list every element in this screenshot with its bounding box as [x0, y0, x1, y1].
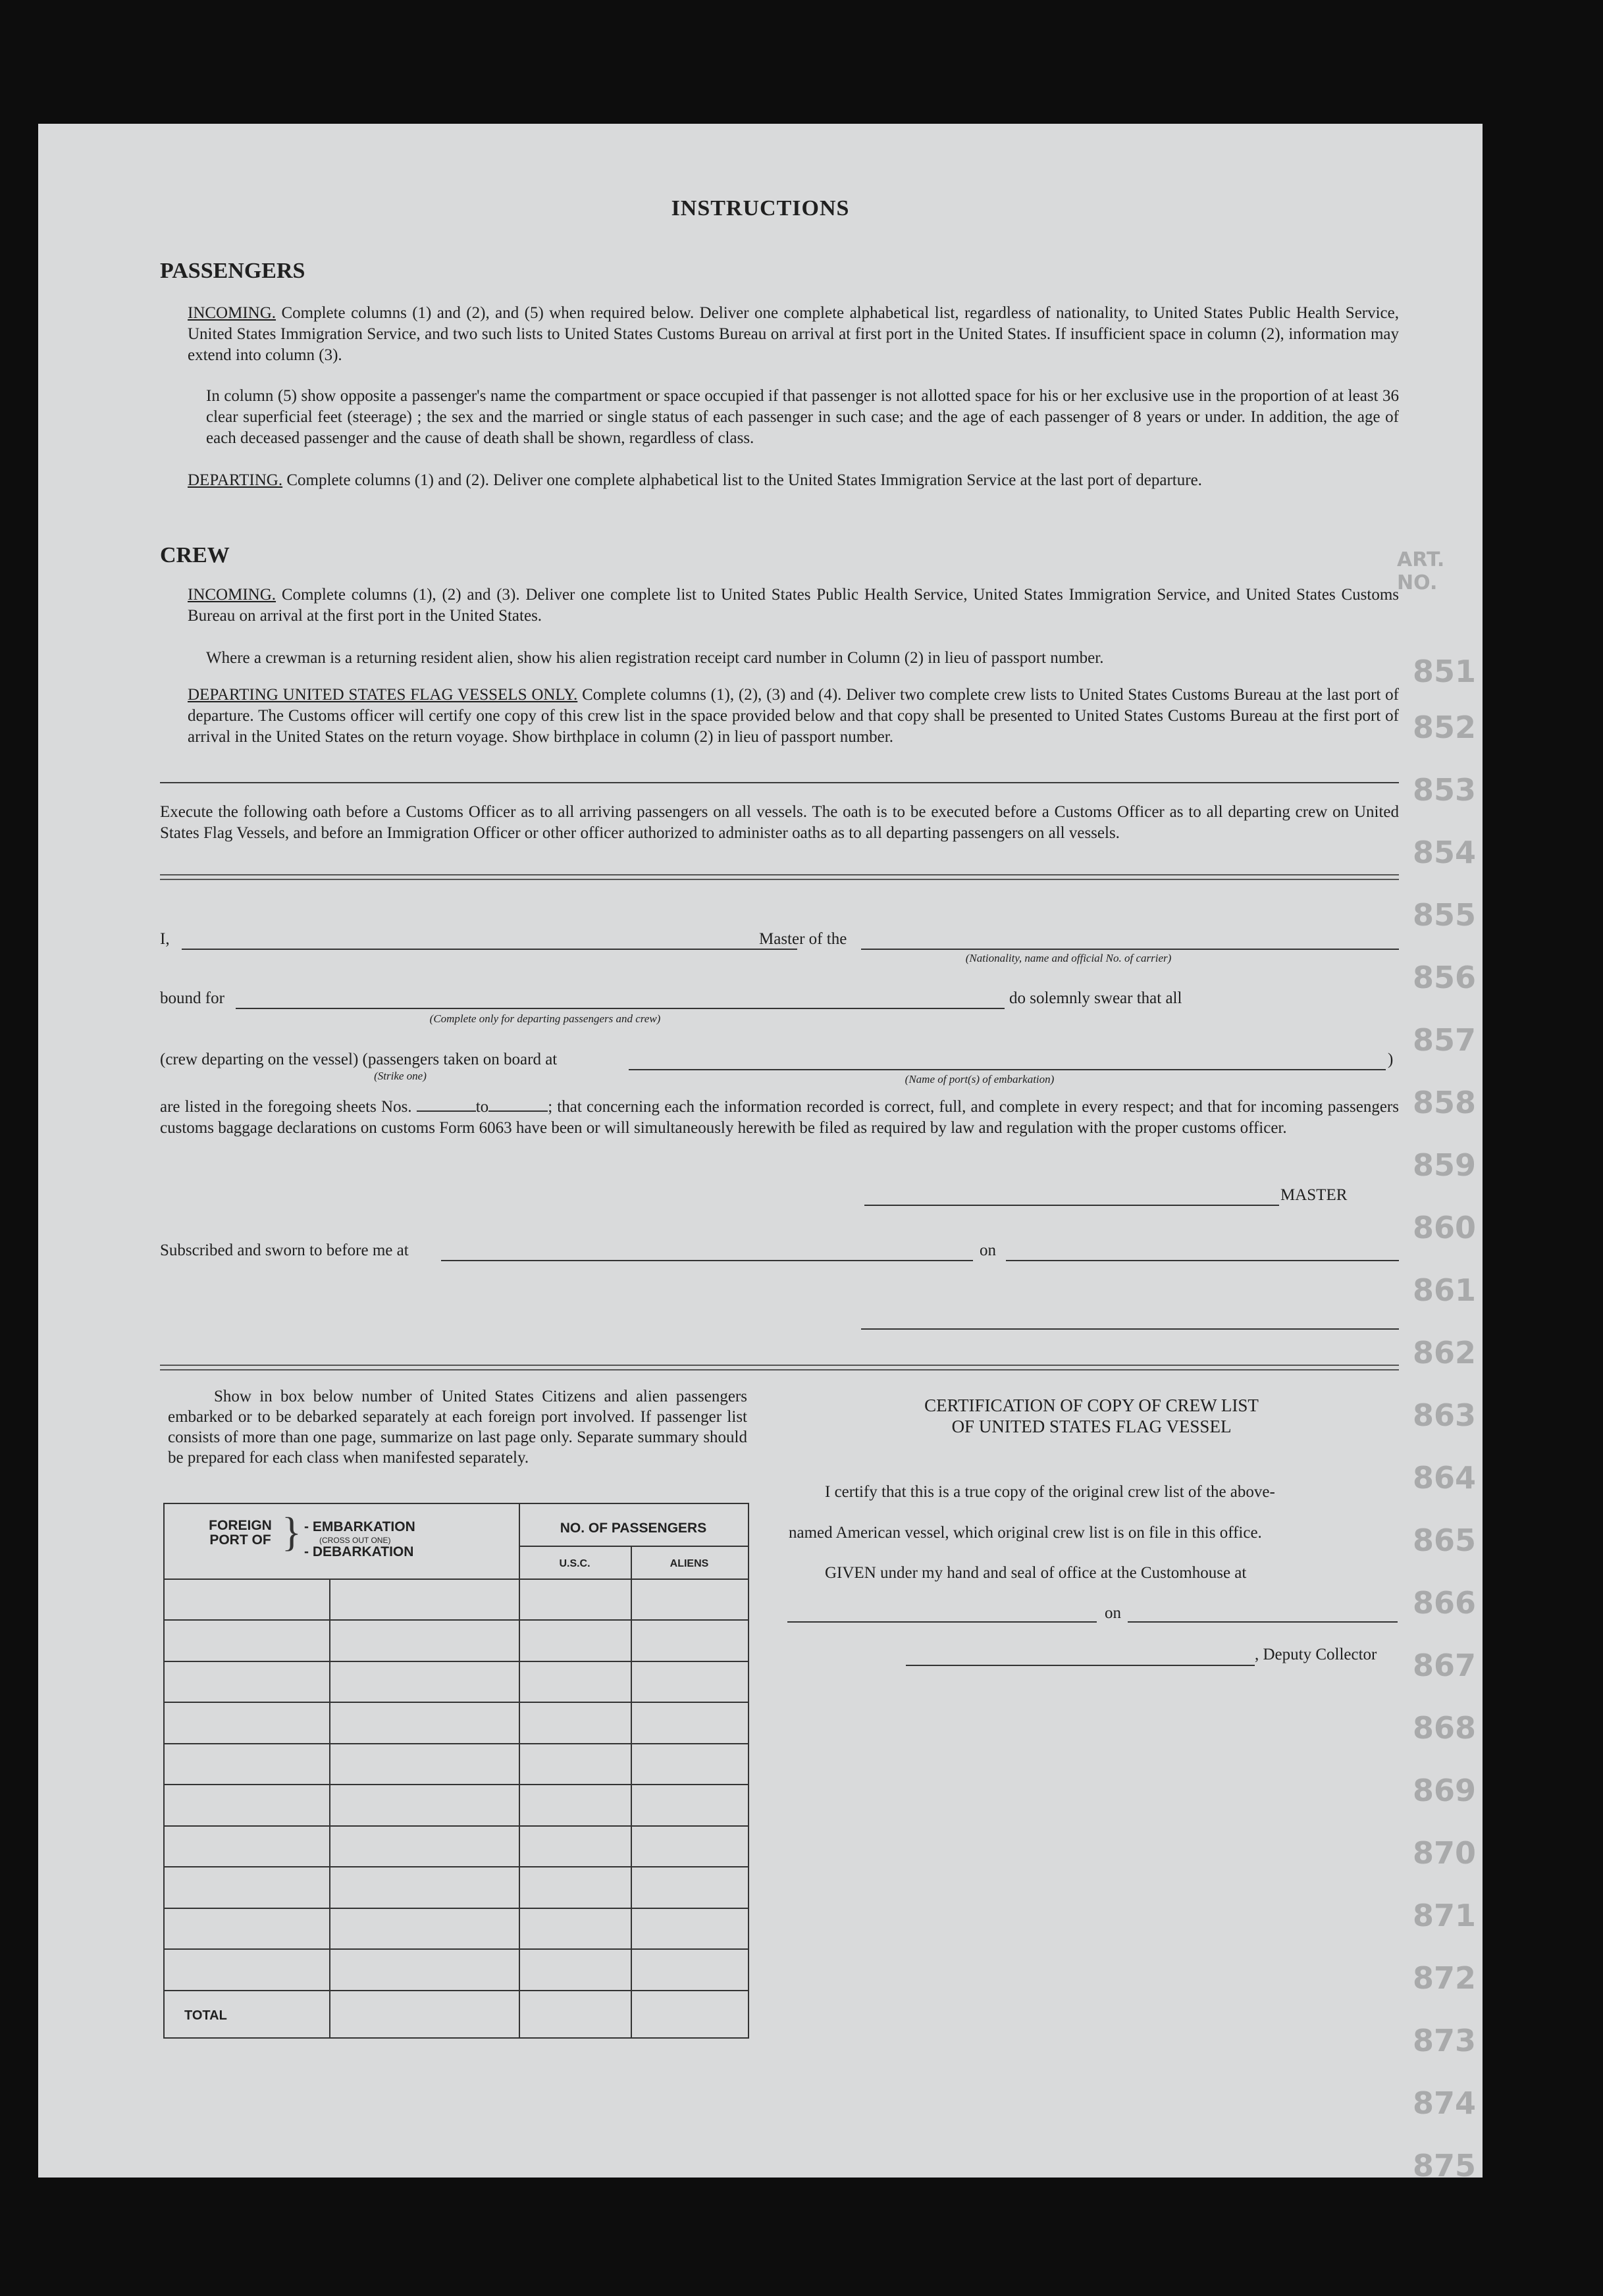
bleed-number: 867: [1412, 1648, 1476, 1683]
oath-i: I,: [160, 930, 170, 948]
crew-departing-label: DEPARTING UNITED STATES FLAG VESSELS ONLY.: [188, 686, 578, 704]
master-signature-field[interactable]: [864, 1205, 1279, 1206]
bleed-number: 857: [1412, 1022, 1476, 1058]
passengers-departing-paragraph: [188, 470, 1399, 491]
certification-title-1: CERTIFICATION OF COPY OF CREW LIST: [924, 1396, 1259, 1415]
crew-departing-line: (crew departing on the vessel) (passengers taken on board at: [160, 1051, 558, 1068]
certification-title-2: OF UNITED STATES FLAG VESSEL: [951, 1417, 1232, 1436]
bleed-number: 856: [1412, 960, 1476, 995]
passengers-departing-label: DEPARTING.: [188, 471, 283, 489]
sheet-from-field[interactable]: [417, 1110, 476, 1112]
table-hline: [165, 1578, 748, 1580]
summary-paragraph: Show in box below number of United States Citizens and alien passengers embarked or to be debarked separately at each foreign port involved. If passenger list consists of more than one page, summarize on last page only. Separate summary should be prepared for each class when manifested separately.: [168, 1388, 747, 1467]
bleed-number: 859: [1412, 1147, 1476, 1183]
sheet-to-field[interactable]: [488, 1110, 548, 1112]
divider: [160, 782, 1399, 783]
table-hline: [165, 1702, 748, 1703]
bleed-number: 870: [1412, 1835, 1476, 1871]
bleed-number: 858: [1412, 1085, 1476, 1120]
sworn-date-field[interactable]: [1006, 1260, 1399, 1261]
listed-to: to: [475, 1098, 489, 1116]
bleed-number: 861: [1412, 1272, 1476, 1308]
usc-header: U.S.C.: [559, 1558, 591, 1569]
debarkation-header: - DEBARKATION: [304, 1544, 414, 1559]
bleed-number: 860: [1412, 1210, 1476, 1245]
form-page: [38, 124, 1483, 2183]
table-hline: [519, 1546, 748, 1547]
passengers-incoming-label: INCOMING.: [188, 304, 276, 322]
double-divider: [160, 874, 1399, 880]
table-hline: [165, 1825, 748, 1827]
master-label: MASTER: [1280, 1186, 1348, 1204]
bleed-number: 864: [1412, 1460, 1476, 1496]
foreign-port-header: FOREIGN PORT OF: [209, 1518, 272, 1548]
page-title: INSTRUCTIONS: [671, 196, 850, 221]
carrier-caption: (Nationality, name and official No. of carrier): [965, 952, 1172, 964]
table-hline: [165, 1743, 748, 1744]
double-divider: [160, 1365, 1399, 1370]
table-hline: [165, 1619, 748, 1621]
certify-line-2: named American vessel, which original crew list is on file in this office.: [789, 1524, 1262, 1542]
passengers-heading: PASSENGERS: [160, 259, 305, 283]
customhouse-field[interactable]: [787, 1621, 1097, 1623]
master-name-field[interactable]: [182, 949, 797, 950]
bleed-number: 851: [1412, 654, 1476, 689]
cert-on-label: on: [1105, 1604, 1121, 1622]
subscribed-label: Subscribed and sworn to before me at: [160, 1241, 409, 1259]
on-label: on: [980, 1241, 996, 1259]
total-label: TOTAL: [184, 2008, 227, 2023]
deputy-collector-label: , Deputy Collector: [1255, 1646, 1377, 1663]
table-hline: [165, 1948, 748, 1950]
passengers-incoming-paragraph: [188, 303, 1399, 366]
passenger-summary-table: [163, 1503, 749, 2039]
brace-glyph: }: [282, 1510, 302, 1555]
officer-signature-field[interactable]: [861, 1328, 1399, 1330]
ports-caption: (Name of port(s) of embarkation): [905, 1073, 1055, 1085]
embarkation-header: - EMBARKATION: [304, 1519, 415, 1534]
listed-part-a: are listed in the foregoing sheets Nos.: [160, 1098, 412, 1116]
bleed-number: 863: [1412, 1397, 1476, 1433]
do-solemnly-label: do solemnly swear that all: [1009, 989, 1182, 1007]
sworn-location-field[interactable]: [441, 1260, 973, 1261]
bound-for-caption: (Complete only for departing passengers and crew): [429, 1012, 661, 1025]
bound-for-field[interactable]: [236, 1008, 1005, 1009]
bleed-number: 862: [1412, 1335, 1476, 1370]
crew-incoming-text: Complete columns (1), (2) and (3). Deliver one complete list to United States Public Health Service, United States Immigration Service, and United States Customs Bureau on arrival at the first port in the United States.: [188, 586, 1400, 625]
passengers-column5-paragraph: In column (5) show opposite a passenger's name the compartment or space occupied if that passenger is not allotted space for his or her exclusive use in the proportion of at least 36 clear superficial feet (steerage) ; the sex and the married or single status of each passenger in such case; and the age of each passenger of 8 years or under. In addition, the age of each deceased passenger and the cause of death shall be shown, regardless of class.: [206, 387, 1399, 447]
cert-date-field[interactable]: [1128, 1621, 1398, 1623]
oath-intro: Execute the following oath before a Customs Officer as to all arriving passengers on all vessels. The oath is to be executed before a Customs Officer as to all departing crew on United States Flag Vessels, and before an Immigration Officer or other officer authorized to administer oaths as to all departing passengers on all vessels.: [160, 803, 1399, 842]
given-line: GIVEN under my hand and seal of office at the Customhouse at: [825, 1564, 1247, 1582]
listed-part-b: ; that concerning each the information recorded is correct, full, and complete in every respect; and that for incoming passengers customs baggage declarations on customs Form 6063 have been or will simultaneously herewith be filed as required by law and regulation with the proper customs officer.: [160, 1098, 1399, 1137]
bleed-number: 868: [1412, 1710, 1476, 1746]
crew-departing-paragraph: [188, 685, 1399, 748]
bleed-number: 872: [1412, 1960, 1476, 1996]
bleed-number: 871: [1412, 1898, 1476, 1933]
embarkation-port-field[interactable]: [629, 1069, 1386, 1070]
table-hline: [165, 1661, 748, 1662]
deputy-signature-field[interactable]: [906, 1665, 1255, 1666]
bleed-number: 873: [1412, 2023, 1476, 2058]
aliens-header: ALIENS: [670, 1558, 709, 1569]
crew-incoming-label: INCOMING.: [188, 586, 276, 604]
master-of-the-label: Master of the: [759, 930, 847, 948]
table-hline: [165, 1990, 748, 1991]
bleed-number: 853: [1412, 772, 1476, 808]
bound-for-label: bound for: [160, 989, 224, 1007]
listed-paragraph: [160, 1097, 1399, 1139]
bleed-number: 869: [1412, 1773, 1476, 1808]
bleed-number: ART. NO.: [1397, 548, 1445, 594]
bleed-number: 866: [1412, 1585, 1476, 1621]
carrier-field[interactable]: [861, 949, 1399, 950]
bleed-number: 854: [1412, 835, 1476, 870]
bleed-number: 852: [1412, 710, 1476, 745]
bleed-number: 875: [1412, 2148, 1476, 2183]
table-hline: [165, 1908, 748, 1909]
crew-heading: CREW: [160, 543, 230, 567]
certify-line-1: I certify that this is a true copy of the original crew list of the above-: [825, 1483, 1275, 1501]
table-hline: [165, 1866, 748, 1867]
bleed-through-column: [1397, 532, 1496, 2243]
passengers-incoming-text: Complete columns (1) and (2), and (5) when required below. Deliver one complete alphabetical list, regardless of nationality, to United States Public Health Service, United States Immigration Service, and two such lists to United States Customs Bureau on arrival at first port in the United States. If insufficient space in column (2), information may extend into column (3).: [188, 304, 1400, 364]
crew-departing-text: Complete columns (1), (2), (3) and (4). Deliver two complete crew lists to United States Customs Bureau at the last port of departure. The Customs officer will certify one copy of this crew list in the space provided below and that copy shall be presented to United States Customs Bureau at the first port of arrival in the United States on the return voyage. Show birthplace in column (2) in lieu of passport number.: [188, 686, 1399, 746]
bleed-number: 865: [1412, 1523, 1476, 1558]
table-vline: [519, 1504, 520, 2037]
table-hline: [165, 1784, 748, 1785]
passengers-departing-text: Complete columns (1) and (2). Deliver one complete alphabetical list to the United States Immigration Service at the last port of departure.: [286, 471, 1202, 489]
no-of-passengers-header: NO. OF PASSENGERS: [560, 1521, 707, 1536]
crew-resident-paragraph: Where a crewman is a returning resident alien, show his alien registration receipt card number in Column (2) in lieu of passport number.: [206, 649, 1104, 667]
crew-incoming-paragraph: [188, 585, 1399, 627]
cross-out-note: (CROSS OUT ONE): [319, 1536, 391, 1545]
table-vline: [329, 1578, 330, 2037]
close-paren: ): [1388, 1051, 1394, 1068]
bleed-number: 855: [1412, 897, 1476, 933]
strike-one-caption: (Strike one): [374, 1070, 427, 1082]
bleed-number: 874: [1412, 2085, 1476, 2121]
